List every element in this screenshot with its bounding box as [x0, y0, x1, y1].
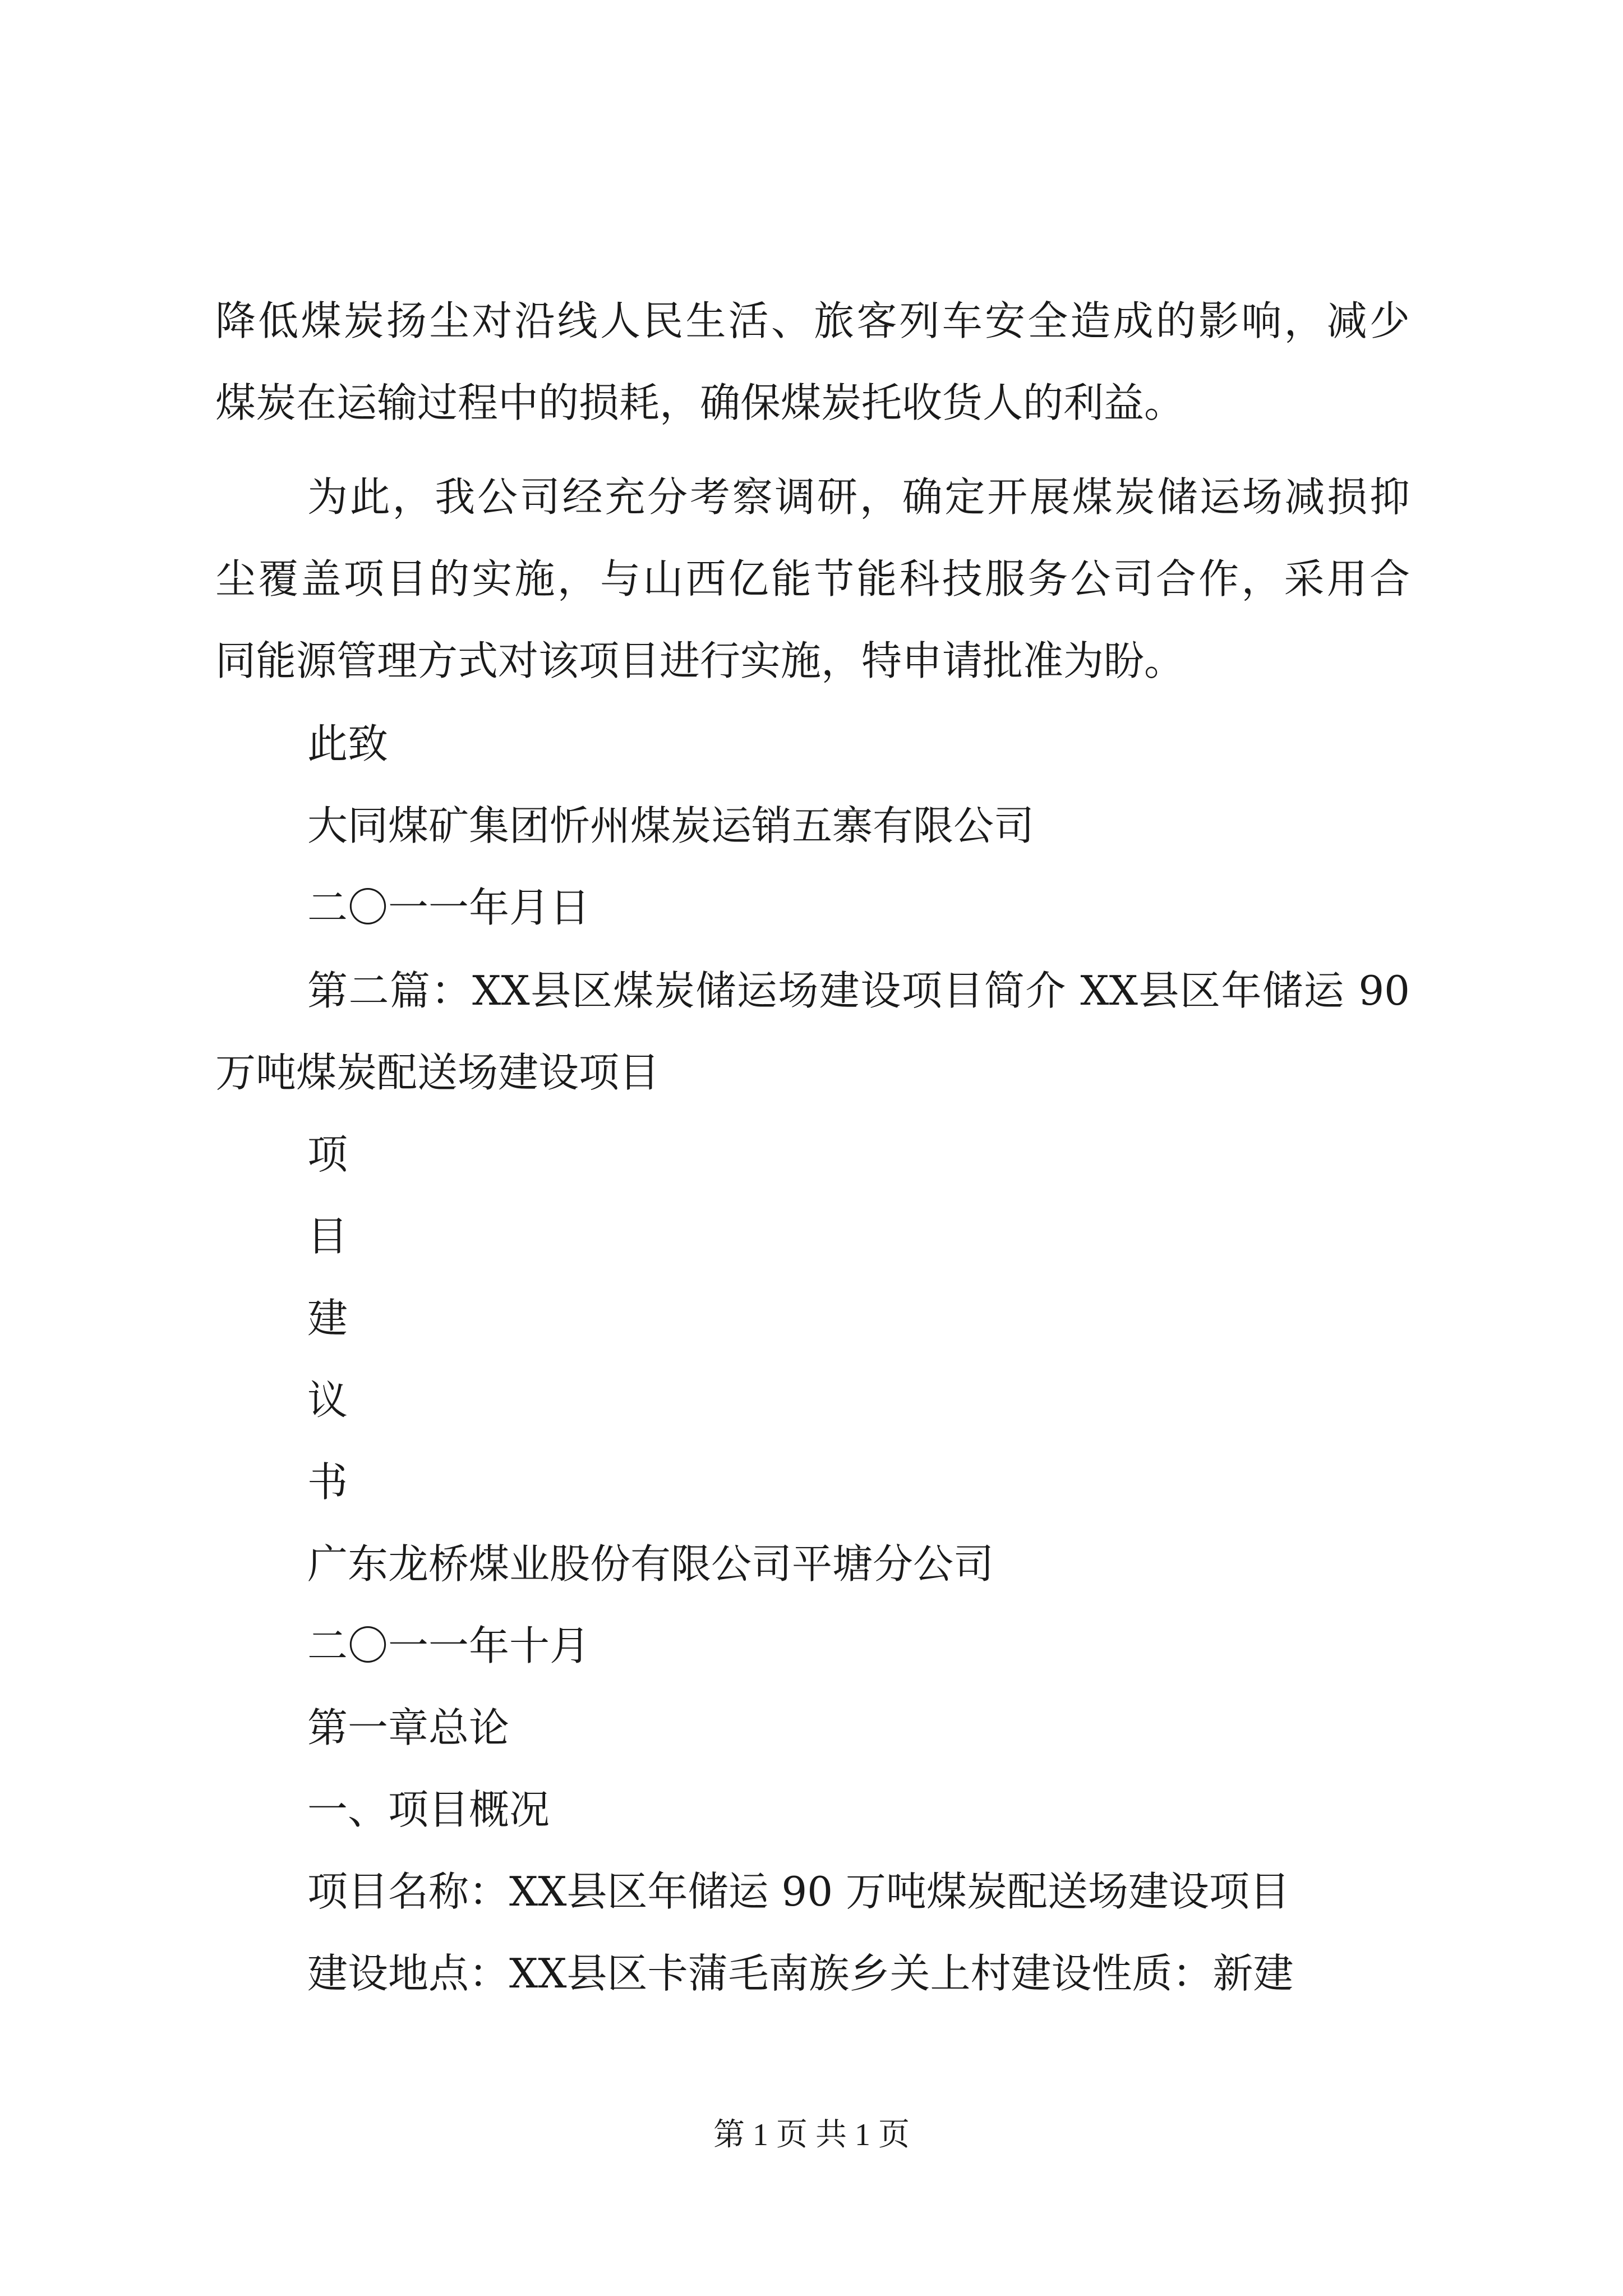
title-char: 议 [307, 1377, 348, 1424]
company-name: 广东龙桥煤业股份有限公司平塘分公司 [307, 1540, 994, 1588]
salutation: 此致 [307, 720, 389, 767]
paragraph-line: 尘覆盖项目的实施，与山西亿能节能科技服务公司合作，采用合 [215, 555, 1410, 602]
project-location-line: 建设地点：XX县区卡蒲毛南族乡关上村建设性质：新建 [307, 1950, 1294, 1997]
date-line: 二〇一一年月日 [307, 884, 591, 931]
title-char: 项 [307, 1131, 348, 1178]
section-heading: 第二篇：XX县区煤炭储运场建设项目简介 XX县区年储运 90 [307, 967, 1410, 1014]
title-char: 目 [307, 1213, 348, 1260]
paragraph-line: 为此，我公司经充分考察调研，确定开展煤炭储运场减损抑 [307, 473, 1410, 521]
paragraph-line: 同能源管理方式对该项目进行实施，特申请批准为盼。 [215, 637, 1185, 684]
paragraph-line: 煤炭在运输过程中的损耗，确保煤炭托收货人的利益。 [215, 379, 1185, 426]
title-char: 建 [307, 1295, 348, 1342]
chapter-heading: 第一章总论 [307, 1704, 510, 1751]
subsection-heading: 一、项目概况 [307, 1786, 550, 1833]
page-footer: 第 1 页 共 1 页 [713, 2118, 910, 2152]
title-char: 书 [307, 1458, 348, 1506]
date-line: 二〇一一年十月 [307, 1622, 591, 1669]
company-name: 大同煤矿集团忻州煤炭运销五寨有限公司 [307, 802, 1035, 849]
project-name-line: 项目名称：XX县区年储运 90 万吨煤炭配送场建设项目 [307, 1868, 1290, 1915]
paragraph-line: 降低煤炭扬尘对沿线人民生活、旅客列车安全造成的影响，减少 [215, 297, 1410, 344]
section-heading: 万吨煤炭配送场建设项目 [215, 1049, 660, 1096]
